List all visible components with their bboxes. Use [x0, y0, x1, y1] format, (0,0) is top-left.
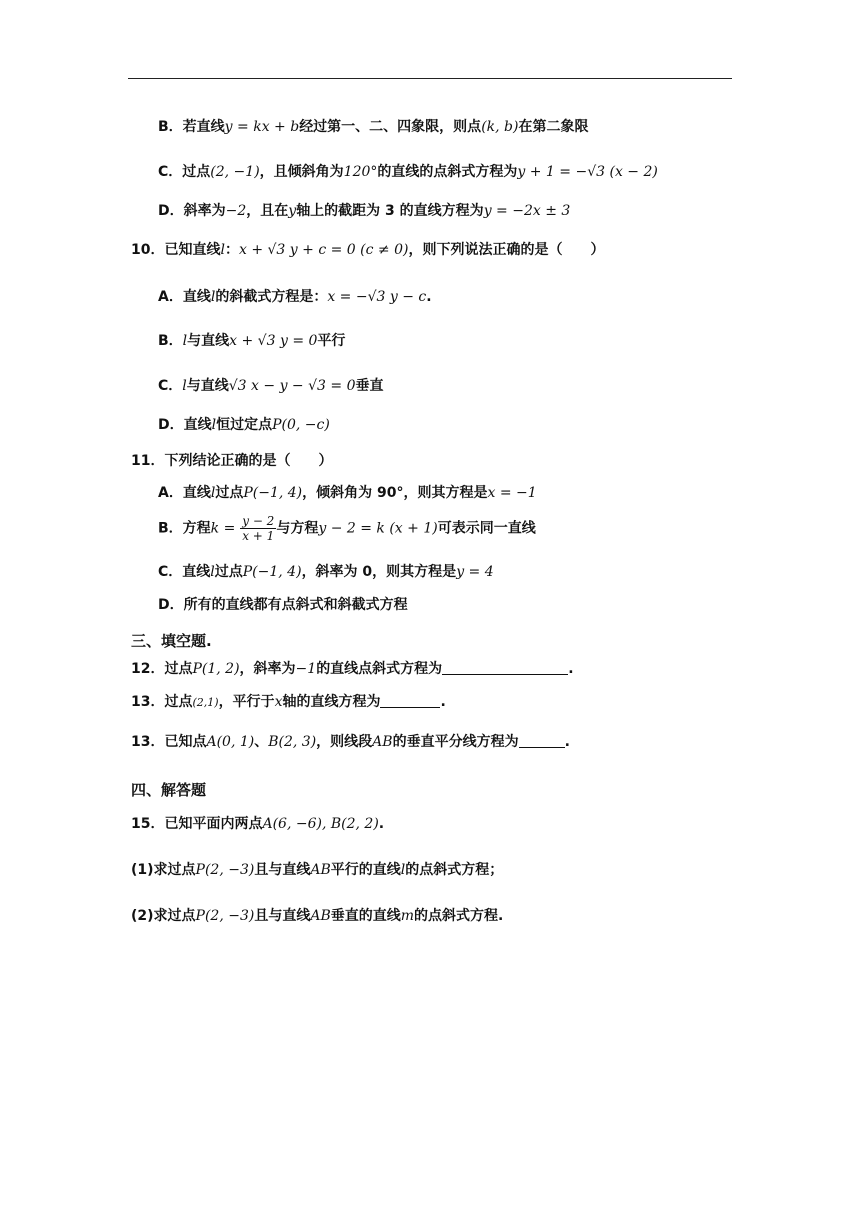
answer-blank	[519, 733, 565, 748]
option-10d: D．直线l恒过定点P(0, −c)	[158, 417, 330, 433]
question-15-part-1: (1)求过点P(2, −3)且与直线AB平行的直线l的点斜式方程；	[131, 862, 504, 878]
option-11d: D．所有的直线都有点斜式和斜截式方程	[158, 597, 408, 613]
option-11a: A．直线l过点P(−1, 4)，倾斜角为 90°，则其方程是x = −1	[158, 485, 537, 501]
section-heading-solve: 四、解答题	[131, 781, 207, 799]
option-10a: A．直线l的斜截式方程是：x = −√3 y − c.	[158, 289, 432, 305]
option-10c: C．l与直线√3 x − y − √3 = 0垂直	[158, 378, 384, 394]
answer-blank	[442, 660, 568, 675]
section-heading-fill-in: 三、填空题.	[131, 632, 212, 650]
question-13-first: 13．过点(2,1)，平行于x轴的直线方程为 .	[131, 694, 446, 710]
option-10b: B．l与直线x + √3 y = 0平行	[158, 333, 346, 349]
answer-blank	[380, 693, 440, 708]
header-rule	[128, 78, 732, 79]
option-9c: C．过点(2, −1)，且倾斜角为120°的直线的点斜式方程为y + 1 = −√3 (x − 2)	[158, 164, 658, 180]
question-15: 15．已知平面内两点A(6, −6), B(2, 2).	[131, 816, 385, 832]
question-15-part-2: (2)求过点P(2, −3)且与直线AB垂直的直线m的点斜式方程.	[131, 908, 504, 924]
option-11c: C．直线l过点P(−1, 4)，斜率为 0，则其方程是y = 4	[158, 564, 494, 580]
question-10: 10．已知直线l：x + √3 y + c = 0 (c ≠ 0)，则下列说法正确的是（ ）	[131, 242, 605, 258]
option-11b: B．方程k = $\frac{y - 2}{x + 1}$ 与方程y − 2 = k (x + 1)可表示同一直线	[158, 514, 536, 543]
question-11: 11．下列结论正确的是（ ）	[131, 453, 333, 469]
question-13-second: 13．已知点A(0, 1)、B(2, 3)，则线段AB的垂直平分线方程为 .	[131, 734, 570, 750]
question-12: 12．过点P(1, 2)，斜率为−1的直线点斜式方程为 .	[131, 661, 574, 677]
fraction: $\frac{y - 2}{x + 1}$	[242, 514, 275, 543]
option-9b: B．若直线y = kx + b经过第一、二、四象限，则点(k, b)在第二象限	[158, 119, 589, 135]
option-9d: D．斜率为−2，且在y轴上的截距为 3 的直线方程为y = −2x ± 3	[158, 203, 571, 219]
